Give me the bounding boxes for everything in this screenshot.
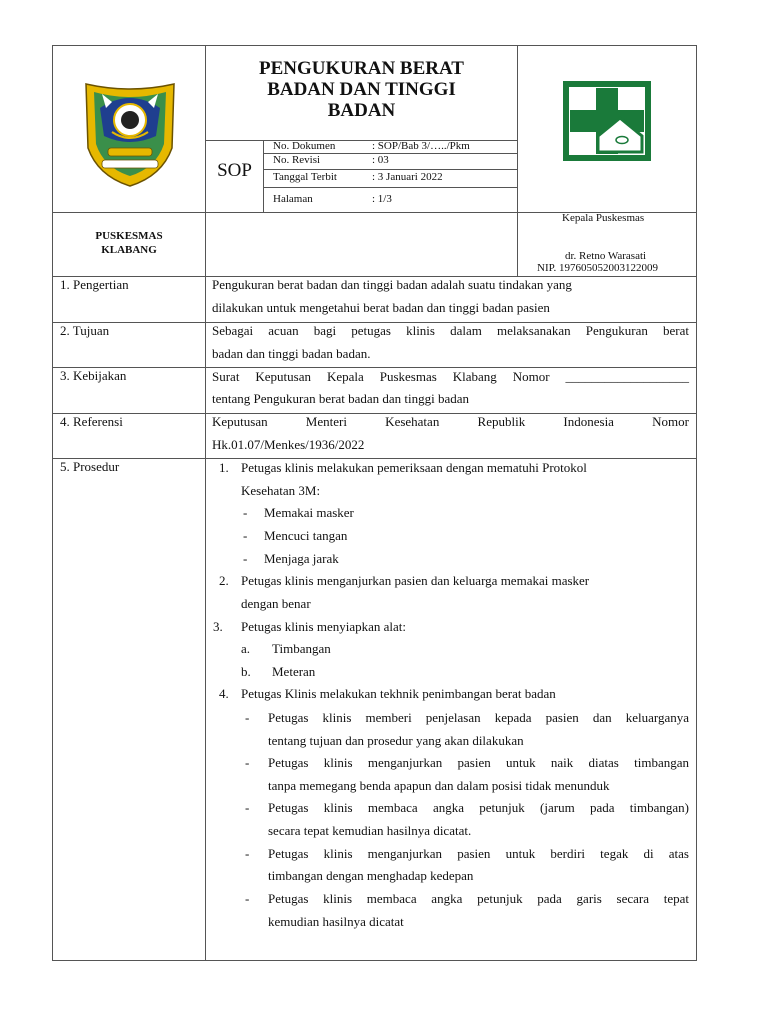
meta-value-issue-date: : 3 Januari 2022: [372, 171, 443, 183]
list-item: tanpa memegang benda apapun dan dalam posisi tidak menunduk: [268, 778, 610, 793]
step-text: Petugas Klinis melakukan tekhnik penimbangan berat badan: [241, 686, 556, 701]
dash-bullet: -: [245, 755, 250, 770]
list-item: Petugas klinis membaca angka petunjuk pada garis secara tepat: [268, 891, 689, 906]
list-item: Mencuci tangan: [264, 528, 348, 543]
list-marker: a.: [241, 641, 251, 656]
list-item: Meteran: [272, 664, 316, 679]
meta-label-doc-number: No. Dokumen: [273, 140, 336, 152]
head-nip: NIP. 197605052003122009: [537, 262, 659, 274]
dash-bullet: -: [243, 528, 248, 543]
list-item: Menjaga jarak: [264, 551, 339, 566]
step-text: Kesehatan 3M:: [241, 483, 321, 498]
list-item: Petugas klinis memberi penjelasan kepada pasien dan keluarganya: [268, 710, 689, 725]
document-title: [206, 58, 517, 121]
kebijakan-line: Surat Keputusan Kepala Puskesmas Klabang Nomor ___________________: [212, 369, 689, 384]
label-kebijakan: 3. Kebijakan: [60, 368, 127, 383]
dash-bullet: -: [243, 505, 248, 520]
list-item: Timbangan: [272, 641, 331, 656]
step-number: 1.: [219, 460, 229, 475]
step-number: 4.: [219, 686, 229, 701]
list-item: timbangan dengan menghadap kedepan: [268, 868, 474, 883]
step-number: 3.: [213, 619, 223, 634]
step-text: Petugas klinis menyiapkan alat:: [241, 619, 406, 634]
regency-crest-logo: [82, 78, 178, 188]
pengertian-line: dilakukan untuk mengetahui berat badan dan tinggi badan pasien: [212, 300, 550, 315]
meta-value-doc-number: : SOP/Bab 3/…../Pkm: [372, 140, 470, 152]
label-prosedur: 5. Prosedur: [60, 459, 120, 474]
label-tujuan: 2. Tujuan: [60, 323, 110, 338]
organization-name: [53, 229, 205, 257]
meta-value-revision: : 03: [372, 154, 389, 166]
list-item: Petugas klinis membaca angka petunjuk (jarum pada timbangan): [268, 800, 689, 815]
meta-value-page: : 1/3: [372, 193, 392, 205]
pengertian-line: Pengukuran berat badan dan tinggi badan adalah suatu tindakan yang: [212, 277, 572, 292]
title-line: PENGUKURAN BERAT: [259, 58, 464, 79]
title-line: BADAN DAN TINGGI: [267, 79, 456, 100]
dash-bullet: -: [243, 551, 248, 566]
dash-bullet: -: [245, 846, 250, 861]
org-line: KLABANG: [101, 244, 157, 256]
meta-label-issue-date: Tanggal Terbit: [273, 171, 337, 183]
list-item: secara tepat kemudian hasilnya dicatat.: [268, 823, 472, 838]
tujuan-line: badan dan tinggi badan badan.: [212, 346, 371, 361]
list-item: Petugas klinis menganjurkan pasien untuk berdiri tegak di atas: [268, 846, 689, 861]
list-marker: b.: [241, 664, 251, 679]
org-line: PUSKESMAS: [95, 230, 163, 242]
label-pengertian: 1. Pengertian: [60, 277, 129, 292]
meta-label-revision: No. Revisi: [273, 154, 321, 166]
list-item: kemudian hasilnya dicatat: [268, 914, 404, 929]
step-number: 2.: [219, 573, 229, 588]
head-name: dr. Retno Warasati: [565, 250, 647, 262]
step-text: dengan benar: [241, 596, 311, 611]
label-referensi: 4. Referensi: [60, 414, 123, 429]
list-item: Memakai masker: [264, 505, 354, 520]
dash-bullet: -: [245, 710, 250, 725]
kebijakan-line: tentang Pengukuran berat badan dan tinggi badan: [212, 391, 470, 406]
puskesmas-logo: [558, 78, 656, 164]
dash-bullet: -: [245, 800, 250, 815]
step-text: Petugas klinis melakukan pemeriksaan dengan mematuhi Protokol: [241, 460, 587, 475]
referensi-line: Keputusan Menteri Kesehatan Republik Indonesia Nomor: [212, 414, 689, 429]
head-title: Kepala Puskesmas: [562, 212, 645, 224]
step-text: Petugas klinis menganjurkan pasien dan keluarga memakai masker: [241, 573, 590, 588]
list-item: Petugas klinis menganjurkan pasien untuk naik diatas timbangan: [268, 755, 689, 770]
referensi-line: Hk.01.07/Menkes/1936/2022: [212, 437, 365, 452]
tujuan-line: Sebagai acuan bagi petugas klinis dalam melaksanakan Pengukuran berat: [212, 323, 689, 338]
dash-bullet: -: [245, 891, 250, 906]
meta-label-page: Halaman: [273, 193, 313, 205]
sop-label: SOP: [217, 160, 252, 181]
list-item: tentang tujuan dan prosedur yang akan dilakukan: [268, 733, 524, 748]
title-line: BADAN: [327, 100, 396, 121]
